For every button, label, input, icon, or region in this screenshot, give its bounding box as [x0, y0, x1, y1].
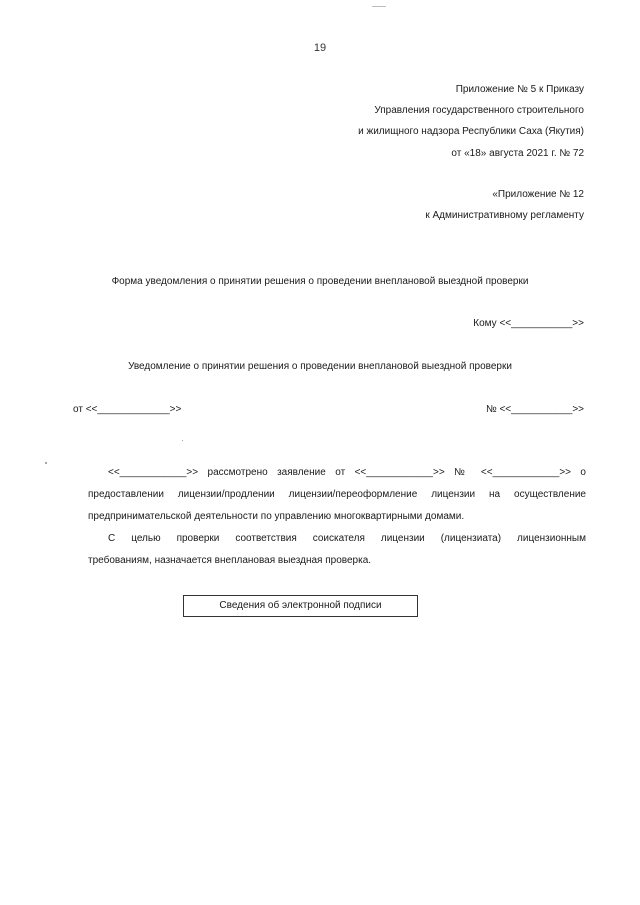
- annex-line-4: от «18» августа 2021 г. № 72: [451, 148, 584, 159]
- addressee-field: Кому <<___________>>: [473, 318, 584, 329]
- annex-line-1: Приложение № 5 к Приказу: [455, 84, 584, 95]
- body-line-5: требованиям, назначается внеплановая выездная проверка.: [88, 555, 372, 566]
- annex-line-3: и жилищного надзора Республики Саха (Якутия): [358, 126, 584, 137]
- page-number: 19: [313, 42, 327, 54]
- appendix-line-1: «Приложение № 12: [492, 189, 584, 200]
- date-field: от <<_____________>>: [73, 404, 182, 415]
- signature-box: Сведения об электронной подписи: [183, 595, 418, 617]
- body-line-4: С целью проверки соответствия соискателя лицензии (лицензиата) лицензионным: [108, 533, 586, 544]
- form-title: Форма уведомления о принятии решения о проведении внеплановой выездной проверки: [111, 276, 529, 287]
- body-line-2: предоставлении лицензии/продлении лицензии/переоформление лицензии на осуществление: [88, 489, 586, 500]
- number-field: № <<___________>>: [485, 404, 584, 415]
- body-line-3: предпринимательской деятельности по управлению многоквартирными домами.: [88, 511, 465, 522]
- scan-speck: [182, 440, 183, 441]
- scan-speck: [372, 6, 386, 7]
- annex-line-2: Управления государственного строительного: [374, 105, 584, 116]
- scan-speck: [45, 462, 47, 464]
- body-line-1: <<____________>> рассмотрено заявление от <<____________>> № <<____________>> о: [108, 467, 586, 478]
- appendix-line-2: к Административному регламенту: [425, 210, 584, 221]
- notice-title: Уведомление о принятии решения о проведении внеплановой выездной проверки: [128, 361, 512, 372]
